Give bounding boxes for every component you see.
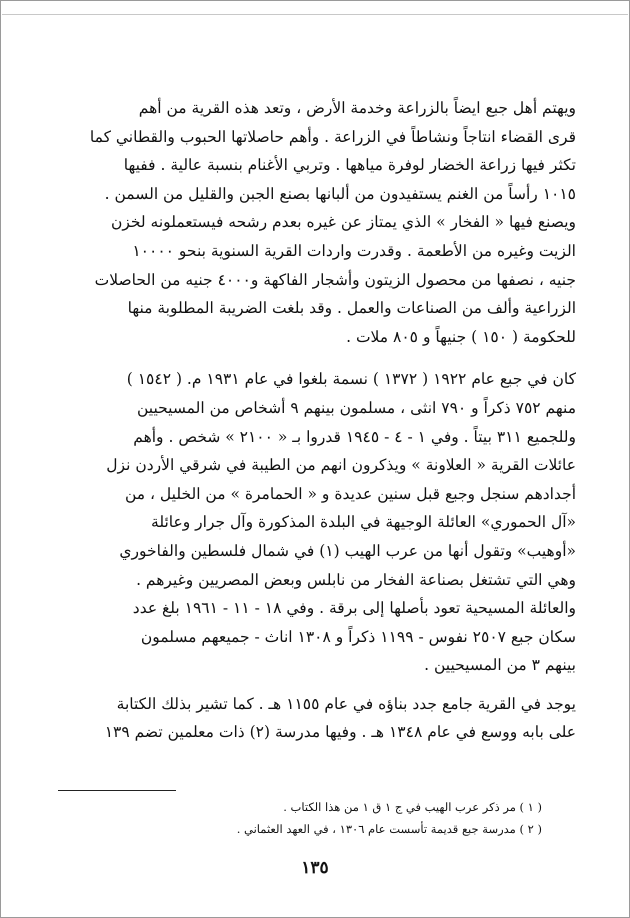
paragraph-population <box>58 365 576 680</box>
text-line: كان في جبع عام ١٩٢٢ ( ١٣٧٢ ) نسمة بلغوا في عام ١٩٣١ م. ( ١٥٤٢ ) <box>126 370 576 389</box>
text-line: منهم ٧٥٢ ذكراً و ٧٩٠ انثى ، مسلمون بينهم ٩ أشخاص من المسيحيين <box>137 398 576 417</box>
text-line: يوجد في القرية جامع جدد بناؤه في عام ١١٥٥ هـ . كما تشير بذلك الكتابة <box>116 694 576 713</box>
footnote-1: ( ١ ) مر ذكر عرب الهيب في ج ١ ق ١ من هذا الكتاب . <box>283 800 542 814</box>
text-line: وهي التي تشتغل بصناعة الفخار من نابلس وبعض المصريين وغيرهم . <box>136 570 576 589</box>
text-line: على بابه ووسع في عام ١٣٤٨ هـ . وفيها مدرسة (٢) ذات معلمين تضم ١٣٩ <box>104 723 576 742</box>
text-line: «آل الحموري» العائلة الوجيهة في البلدة المذكورة وآل جرار وعائلة <box>151 513 576 532</box>
paragraph-mosque-school <box>58 690 576 747</box>
top-divider <box>2 14 628 15</box>
text-line: الزيت وغيره من الأطعمة . وقدرت واردات القرية السنوية بنحو ١٠٠٠٠ <box>132 241 576 260</box>
paragraph-agriculture <box>58 94 576 351</box>
text-line: سكان جبع ٢٥٠٧ نفوس - ١١٩٩ ذكراً و ١٣٠٨ اناث - جميعهم مسلمون <box>140 627 576 646</box>
text-line: والعائلة المسيحية تعود بأصلها إلى برقة . وفي ١٨ - ١١ - ١٩٦١ بلغ عدد <box>132 599 576 618</box>
page-number: ١٣٥ <box>301 858 329 878</box>
text-line: عائلات القرية « العلاونة » ويذكرون انهم من الطيبة في شرقي الأردن نزل <box>106 456 576 475</box>
text-line: أجدادهم سنجل وجبع قبل سنين عديدة و « الحمامرة » من الخليل ، من <box>124 484 576 503</box>
footnote-2: ( ٢ ) مدرسة جبع قديمة تأسست عام ١٣٠٦ ، في العهد العثماني . <box>236 822 542 836</box>
footnotes <box>76 796 542 840</box>
text-line: ويهتم أهل جبع ايضاً بالزراعة وخدمة الأرض ، وتعد هذه القرية من أهم <box>138 99 576 117</box>
text-line: جنيه ، نصفها من محصول الزيتون وأشجار الفاكهة و٤٠٠٠ جنيه من الحاصلات <box>94 270 576 289</box>
text-line: ويصنع فيها « الفخار » الذي يمتاز عن غيره بعدم رشحه فيستعملونه لخزن <box>110 213 576 232</box>
text-line: ١٠١٥ رأساً من الغنم يستفيدون من ألبانها بصنع الجبن والقليل من السمن . <box>104 184 576 203</box>
footnote-divider <box>58 790 176 791</box>
text-line: بينهم ٣ من المسيحيين . <box>424 656 576 675</box>
text-line: تكثر فيها زراعة الخضار لوفرة مياهها . وتربي الأغنام بنسبة عالية . ففيها <box>123 156 576 175</box>
page-body <box>58 94 576 747</box>
text-line: «أوهيب» وتقول أنها من عرب الهيب (١) في شمال فلسطين والفاخوري <box>119 541 576 560</box>
text-line: قرى القضاء انتاجاً ونشاطاً في الزراعة . وأهم حاصلاتها الحبوب والقطاني كما <box>89 127 576 146</box>
text-line: وللجميع ٣١١ بيتاً . وفي ١ - ٤ - ١٩٤٥ قدروا بـ « ٢١٠٠ » شخص . وأهم <box>133 427 576 446</box>
text-line: للحكومة ( ١٥٠ ) جنيهاً و ٨٠٥ ملات . <box>346 327 576 346</box>
text-line: الزراعية وألف من الصناعات والعمل . وقد بلغت الضريبة المطلوبة منها <box>127 299 576 318</box>
